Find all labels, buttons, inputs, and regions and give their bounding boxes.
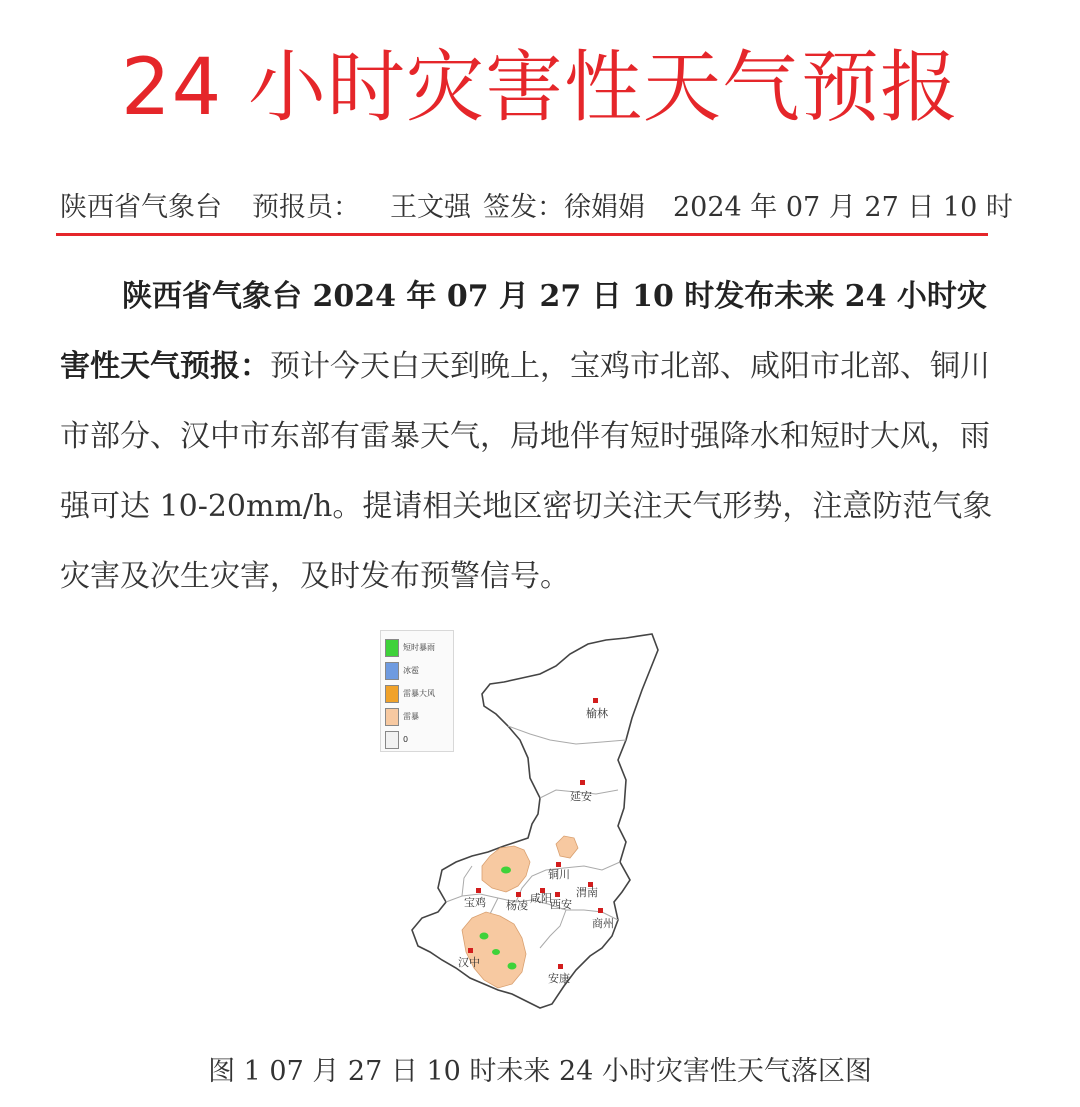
forecaster-label: 预报员：	[252, 192, 360, 223]
issuer-label: 签发：	[483, 192, 564, 223]
city-label-weinan: 渭南	[576, 886, 598, 899]
city-marker	[593, 698, 598, 703]
legend-label: 雷暴	[403, 712, 419, 721]
hazard-map	[380, 630, 680, 1020]
city-marker	[556, 862, 561, 867]
city-label-ankang: 安康	[548, 972, 570, 985]
city-marker	[468, 948, 473, 953]
city-marker	[476, 888, 481, 893]
city-label-baoji: 宝鸡	[464, 896, 486, 909]
city-marker	[516, 892, 521, 897]
legend-label: 雷暴大风	[403, 689, 435, 698]
forecast-body	[60, 262, 1000, 612]
forecast-text: 预计今天白天到晚上，宝鸡市北部、咸阳市北部、铜川市部分、汉中市东部有雷暴天气，局地伴有短时强降水和短时大风，雨强可达 10-20mm/h。提请相关地区密切关注天气形势，注意防范气象灾害及次生灾害，及时发布预警信号。	[60, 349, 993, 594]
heavy-rain-spot	[480, 933, 489, 940]
city-label-xianyang: 咸阳	[530, 892, 552, 905]
city-marker	[598, 908, 603, 913]
city-marker	[558, 964, 563, 969]
legend-label: 冰雹	[403, 666, 419, 675]
forecast-lead: 陕西省气象台 2024 年 07 月 27 日 10 时发布未来 24 小时灾害性天气预报：	[60, 279, 987, 384]
heavy-rain-spot	[492, 949, 500, 955]
city-label-hanzhong: 汉中	[458, 956, 480, 969]
city-label-yulin: 榆林	[586, 707, 608, 720]
city-marker	[555, 892, 560, 897]
heavy-rain-spot	[501, 867, 511, 874]
issue-datetime: 2024 年 07 月 27 日 10 时	[673, 192, 1013, 223]
issue-info	[60, 188, 1013, 228]
province-outline	[412, 634, 658, 1008]
city-label-yangling: 杨凌	[506, 899, 528, 912]
city-label-xian: 西安	[550, 898, 572, 911]
page-title: 24 小时灾害性天气预报	[120, 43, 960, 133]
city-label-yanan: 延安	[570, 790, 592, 803]
heavy-rain-spot	[508, 963, 517, 970]
forecaster-name: 王文强	[390, 192, 471, 223]
city-label-tongchuan: 铜川	[548, 868, 570, 881]
organization: 陕西省气象台	[60, 192, 222, 223]
figure-caption: 图 1 07 月 27 日 10 时未来 24 小时灾害性天气落区图	[208, 1056, 872, 1087]
legend-label: 0	[403, 735, 409, 744]
header-divider	[56, 233, 988, 236]
city-label-shangluo: 商州	[592, 917, 614, 930]
city-marker	[580, 780, 585, 785]
shaanxi-map	[380, 630, 680, 1020]
issuer-name: 徐娟娟	[564, 192, 645, 223]
legend-label: 短时暴雨	[403, 643, 435, 652]
